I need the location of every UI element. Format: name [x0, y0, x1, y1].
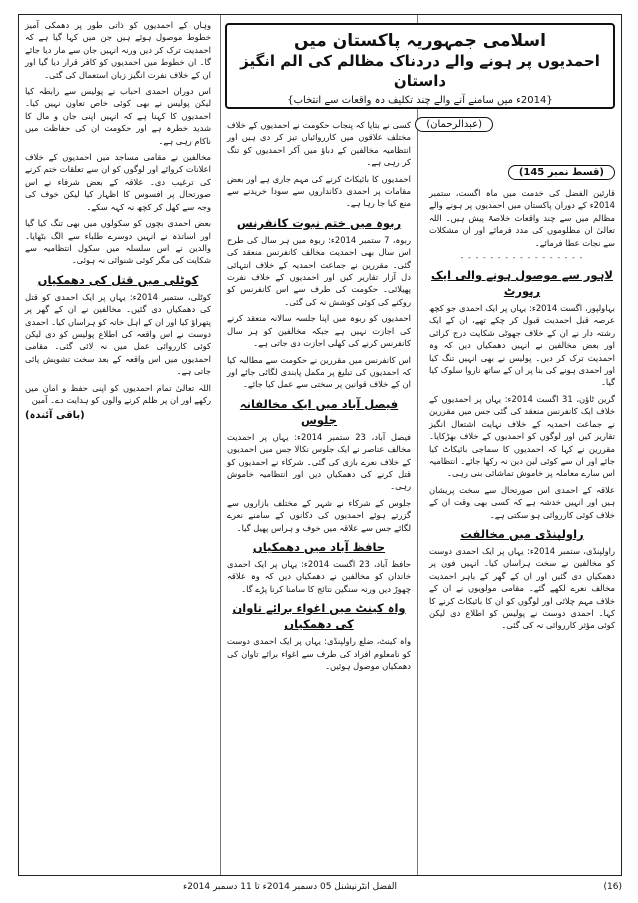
title-line-3: {2014ء میں سامنے آنے والے چند تکلیف دہ واقعات سے انتخاب} [287, 95, 553, 106]
to-be-continued: (باقی آئندہ) [25, 410, 85, 422]
paragraph: حافظ آباد، 23 اگست 2014ء: یہاں پر ایک احمدی خاندان کو مخالفین نے دھمکیاں دیں کہ وہ علاقہ چھوڑ دیں ورنہ سنگین نتائج کا سامنا کرنا پڑے گا۔ [227, 558, 411, 594]
left-column [19, 15, 217, 875]
section-heading: حافظ آباد میں دھمکیاں [252, 539, 386, 554]
title-line-2: احمدیوں پر ہونے والے دردناک مظالم کی الم انگیز داستان [240, 52, 600, 90]
episode-tag: (قسط نمبر 145) [508, 165, 615, 180]
section-heading: ربوہ میں ختم نبوت کانفرنس [236, 215, 402, 230]
paragraph: کوٹلی، ستمبر 2014ء: یہاں پر ایک احمدی کو قتل کی دھمکیاں دی گئیں۔ مخالفین نے ان کے گھر پر پتھراؤ کیا اور ان کے اہل خانہ کو ہراساں کیا۔ احمدی دوست نے اس واقعہ کی اطلاع پولیس کو دی لیکن کوئی کارروائی عمل میں نہ لائی گئی۔ مقامی احمدیوں میں اس واقعہ کے بعد سخت تشویش پائی جاتی ہے۔ [25, 291, 211, 377]
section-heading: کوٹلی میں قتل کی دھمکیاں [37, 272, 199, 287]
paragraph: فیصل آباد، 23 ستمبر 2014ء: یہاں پر احمدیت مخالف عناصر نے ایک جلوس نکالا جس میں احمدیوں کے خلاف نعرے بازی کی گئی۔ شرکاء نے احمدیوں کو قتل کرنے کی دھمکیاں دیں اور انتظامیہ خاموش رہی۔ [227, 431, 412, 492]
paragraph: اللہ تعالیٰ تمام احمدیوں کو اپنی حفظ و امان میں رکھے اور ان پر ظلم کرنے والوں کو ہدایت دے۔ آمین [25, 382, 211, 405]
paragraph: وہاں کے احمدیوں کو ذاتی طور پر دھمکی آمیز خطوط موصول ہوئے ہیں جن میں کہا گیا ہے کہ احمدیت ترک کر دیں ورنہ انہیں جان سے مار دیا جائے گا۔ ان خطوط میں احمدیوں کو کافر قرار دیا گیا اور ان کے خلاف نفرت انگیز زبان استعمال کی گئی۔ [25, 20, 211, 80]
page-footer [18, 880, 622, 894]
author-tag: (عبدالرحمان) [415, 117, 493, 132]
divider: - - - - - - - - - - - - - - - - - [460, 253, 584, 263]
paragraph: بہاولپور، اگست 2014ء: یہاں پر ایک احمدی جو کچھ عرصہ قبل احمدیت قبول کر چکے تھے، ان کے ایک رشتہ دار نے ان کے خلاف جھوٹی شکایت درج کرائی اور بعض مخالفین نے انہیں دھمکیاں دیں کہ وہ احمدیت ترک کر دیں۔ پولیس نے بھی انہیں تنگ کیا اور احمدی ہونے کی بنا پر ان کے ساتھ ناروا سلوک کیا گیا۔ [429, 303, 615, 388]
middle-column [220, 15, 418, 875]
paragraph: بعض احمدی بچوں کو سکولوں میں بھی تنگ کیا گیا اور اساتذہ نے انہیں دوسرے طلباء سے الگ بٹھایا۔ والدین نے اس سلسلہ میں سکول انتظامیہ سے شکایت کی مگر کوئی شنوائی نہ ہوئی۔ [25, 218, 211, 266]
publication-line: الفضل انٹرنیشنل 05 دسمبر 2014ء تا 11 دسمبر 2014ء [182, 882, 398, 892]
section-heading: لاہور سے موصول ہونے والی ایک رپورٹ [431, 268, 613, 299]
right-column [423, 15, 621, 875]
newspaper-page [18, 14, 622, 876]
article-title-box [225, 23, 615, 109]
section-heading: راولپنڈی میں مخالفت [460, 526, 584, 541]
paragraph: ربوہ، 7 ستمبر 2014ء: ربوہ میں ہر سال کی طرح اس سال بھی احمدیت مخالف کانفرنس منعقد کی گئی۔ مقررین نے جماعت احمدیہ کے خلاف انتہائی دل آزار تقاریر کیں اور احمدیوں کے خلاف نفرت پھیلائی۔ حکومت کی طرف سے اس کانفرنس کو روکنے کی کوئی کوشش نہ کی گئی۔ [227, 234, 412, 307]
paragraph: جلوس کے شرکاء نے شہر کے مختلف بازاروں سے گزرتے ہوئے احمدیوں کی دکانوں کے سامنے نعرے لگائے جس سے علاقہ میں خوف و ہراس پھیل گیا۔ [227, 497, 411, 533]
paragraph: علاقہ کے احمدی اس صورتحال سے سخت پریشان ہیں اور انہیں خدشہ ہے کہ کسی بھی وقت ان کے خلاف کوئی کارروائی ہو سکتی ہے۔ [429, 484, 615, 520]
paragraph: کسی نے بتایا کہ پنجاب حکومت نے احمدیوں کے خلاف مختلف علاقوں میں کارروائیاں تیز کر دی ہیں اور انتظامیہ مخالفین کے دباؤ میں آکر احمدیوں کو تنگ کر رہی ہے۔ [227, 120, 411, 168]
section-heading: فیصل آباد میں ایک مخالفانہ جلوس [239, 396, 399, 427]
title-line-1: اسلامی جمہوریہ پاکستان میں [294, 31, 546, 51]
section-heading: واہ کینٹ میں اغواء برائے تاوان کی دھمکیاں [232, 601, 406, 632]
paragraph: اس کانفرنس میں مقررین نے حکومت سے مطالبہ کیا کہ احمدیوں کی تبلیغ پر مکمل پابندی لگائی جائے اور ان کے خلاف قوانین پر سختی سے عمل کیا جائے۔ [227, 354, 411, 390]
paragraph: احمدیوں کو ربوہ میں اپنا جلسہ سالانہ منعقد کرنے کی اجازت نہیں ہے جبکہ مخالفین کو ہر سال کانفرنس کرنے کی کھلی اجازت دی جاتی ہے۔ [227, 313, 411, 349]
paragraph: گرین ٹاؤن، 31 اگست 2014ء: یہاں پر احمدیوں کے خلاف ایک کانفرنس منعقد کی گئی جس میں مقررین نے جماعت احمدیہ کے خلاف نہایت اشتعال انگیز تقاریر کیں اور لوگوں کو احمدیوں کے خلاف بھڑکایا۔ مقررین نے کہا کہ احمدیوں کا سماجی بائیکاٹ کیا جائے اور ان سے کوئی لین دین نہ رکھا جائے۔ انتظامیہ اس سارے معاملہ پر خاموش تماشائی بنی رہی۔ [429, 393, 616, 479]
page-number: (16) [603, 882, 622, 892]
paragraph: واہ کینٹ، ضلع راولپنڈی: یہاں پر ایک احمدی دوست کو نامعلوم افراد کی طرف سے اغواء برائے تاوان کی دھمکیاں موصول ہوئیں۔ [227, 636, 411, 671]
paragraph: راولپنڈی، ستمبر 2014ء: یہاں پر ایک احمدی دوست کو مخالفین نے سخت ہراساں کیا۔ انہیں فون پر دھمکیاں دی گئیں اور ان کے گھر کے باہر احمدیت مخالف نعرے لکھے گئے۔ مقامی مولویوں نے ان کے خلاف مہم چلائی اور لوگوں کو ان کا بائیکاٹ کرنے کا کہا۔ احمدی دوست نے پولیس کو اطلاع دی لیکن کوئی مؤثر کارروائی نہ کی گئی۔ [429, 545, 615, 631]
paragraph: مخالفین نے مقامی مساجد میں احمدیوں کے خلاف اعلانات کروائے اور لوگوں کو ان سے تعلقات ختم کرنے کی ترغیب دی۔ علاقہ کے بعض شرفاء نے اس صورتحال پر افسوس کا اظہار کیا لیکن خوف کی وجہ سے کھل کر کچھ نہ کہہ سکے۔ [25, 152, 211, 212]
intro-paragraph: قارئین الفضل کی خدمت میں ماہ اگست، ستمبر 2014ء کے دوران پاکستان میں احمدیوں پر ہونے والے مظالم میں سے چند واقعات خلاصۃً پیش ہیں۔ اللہ تعالیٰ ان مظلوموں کی مدد فرمائے اور ان مشکلات سے نجات عطا فرمائے۔ [429, 188, 615, 248]
paragraph: اس دوران احمدی احباب نے پولیس سے رابطہ کیا لیکن پولیس نے بھی کوئی خاص تعاون نہیں کیا۔ احمدیوں کا کہنا ہے کہ انہیں اپنی جان و مال کا شدید خطرہ ہے اور حکومت ان کی حفاظت میں ناکام رہی ہے۔ [25, 86, 211, 146]
paragraph: احمدیوں کا بائیکاٹ کرنے کی مہم جاری ہے اور بعض مقامات پر احمدی دکانداروں سے سودا خریدنے سے منع کیا جا رہا ہے۔ [227, 173, 411, 209]
